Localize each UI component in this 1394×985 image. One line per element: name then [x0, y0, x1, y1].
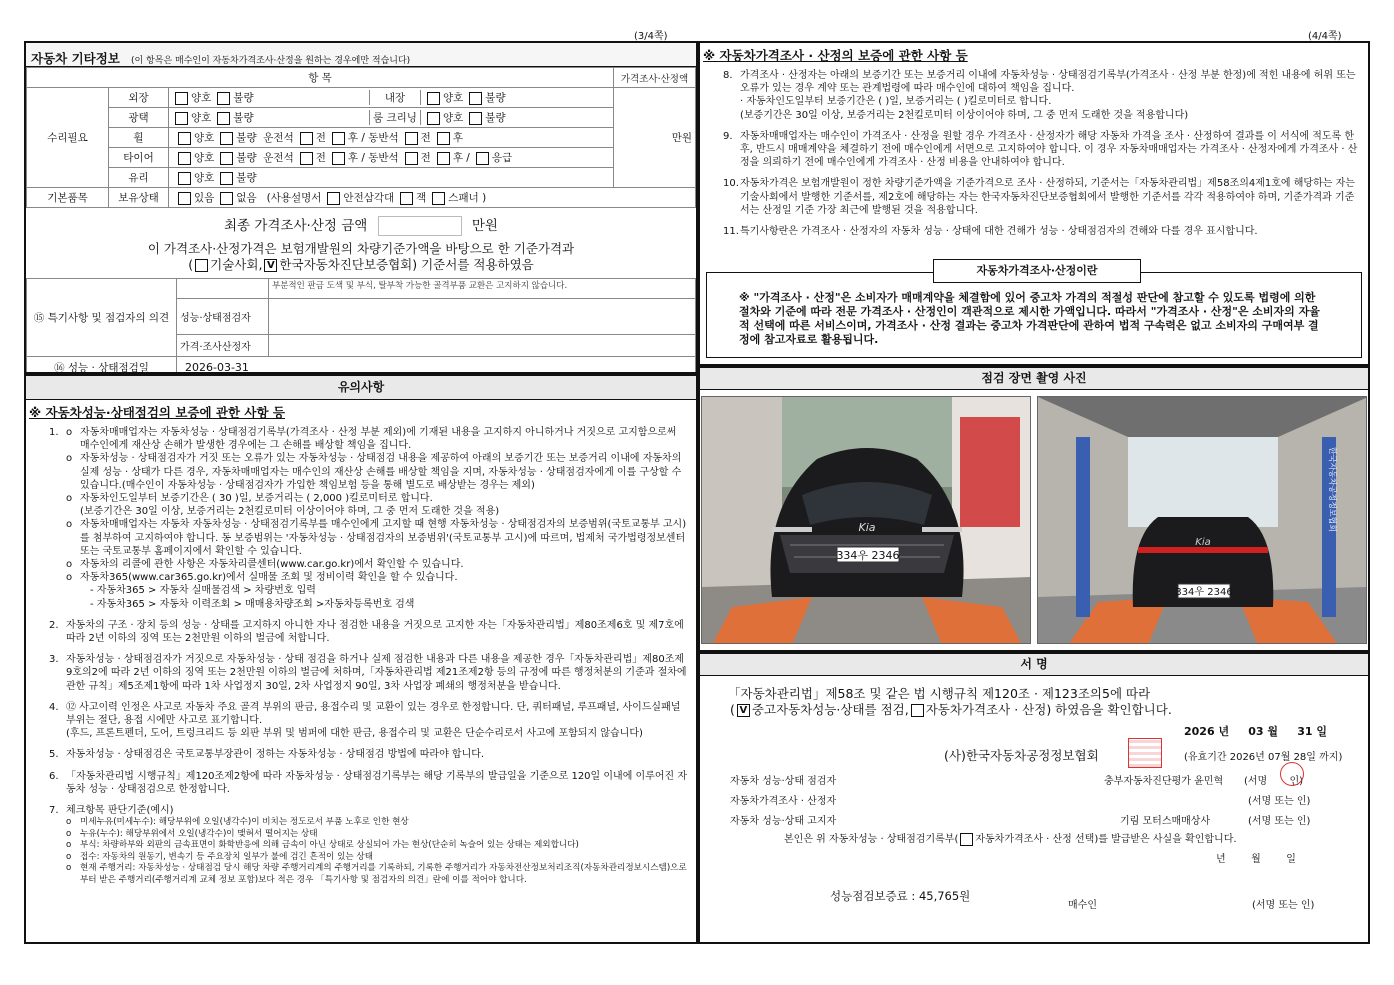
appraiser-opinion-field[interactable] — [269, 335, 696, 357]
inspector-label: 자동차 성능·상태 점검자 — [730, 776, 837, 787]
page-number-left: (3/4쪽) — [634, 31, 668, 42]
date-label: ⑯ 성능 · 상태점검일 — [27, 357, 177, 375]
checkbox[interactable] — [178, 132, 191, 145]
checkbox[interactable] — [469, 92, 482, 105]
basic-group: 기본품목 — [27, 188, 109, 208]
front-photo — [701, 396, 1031, 644]
special-note: 부분적인 판금 도색 및 부식, 탈부착 가능한 골격부품 교환은 고지하지 않습니다. — [269, 279, 696, 299]
checkbox[interactable] — [432, 192, 445, 205]
wheel-label: 휠 — [109, 128, 169, 148]
checkbox[interactable] — [220, 172, 233, 185]
basis-text: 이 가격조사·산정가격은 보험개발원의 차량기준가액을 바탕으로 한 기준가격과 ( 기술사회, V 한국자동차진단보증협회) 기준서를 적용하였음 — [147, 241, 575, 272]
checkbox[interactable] — [476, 152, 489, 165]
checkbox[interactable] — [217, 112, 230, 125]
appraisal-definition-box — [706, 264, 1362, 358]
checkbox[interactable] — [300, 132, 313, 145]
buyer-confirm: 본인은 위 자동차성능 · 상태점검기록부( 자동차가격조사 · 산정 선택)를 발급받은 사실을 확인합니다. — [784, 834, 1237, 845]
glass-label: 유리 — [109, 168, 169, 188]
caution-item-1: 1. o 자동차매매업자는 자동차성능 · 상태점검기록부(가격조사 · 산정 부분 제외)에 기재된 내용을 고지하지 아니하거나 거짓으로 고지함으로써 매수인에게 재산상 손해가 발생한 경우에는 그 손해를 배상할 책임을 집니다. o 자동차성능 · 상태점검자가 거짓 또는 오류가 있는 자동차성능 · 상태점검 내용을 제공하여 아래의 보증기간 또는 보증거리 이내에 자동차의 실제 성능 · 상태가 다른 경우, 자동차매매업자는 매수인의 재산상 손해를 배상할 책임을 지며, 자동차성능 · 상태점검자에게 이를 구상할 수 있습니다.(매수인이 자동차성능 · 상태점검자가 가입한 책임보험 등을 통해 별도로 배상받는 경우는 제외) o 자동차인도일부터 보증기간은 ( 30 )일, 보증거리는 ( 2,000 )킬로미터로 합니다. (보증기간은 30일 이상, 보증거리는 2천킬로미터 이상이어야 하며, 그 중 먼저 도래한 것을 적용) o 자동차매매업자는 자동차 자동차성능 · 상태점검기록부를 매수인에게 고지할 때 현행 자동차성능 · 상태점검자의 보증범위(국토교통부 고시)를 첨부하여 고지하여야 합니다. 동 보증범위는 '자동차성능 · 상태점검자의 보증범위'(국토교통부 고시)에 따르며, 법제처 국가법령정보센터 또는 국토교통부 홈페이지에서 확인할 수 있습니다. o 자동차의 리콜에 관한 사항은 자동차리콜센터(www.car.go.kr)에서 확인할 수 있습니다. o 자동차365(www.car365.go.kr)에서 실매물 조회 및 정비이력 확인을 할 수 있습니다. - 자동차365 > 자동차 실매물검색 > 차량번호 입력 - 자동차365 > 자동차 이력조회 > 매매용차량조회 >자동차등록번호 검색 — [26, 426, 696, 611]
price-guarantee-panel — [698, 41, 1370, 366]
checkbox[interactable] — [178, 172, 191, 185]
caution-item-7: 7. 체크항목 판단기준(예시) o 미세누유(미세누수): 해당부위에 오일(냉각수)이 비치는 정도로서 부품 노후로 인한 현상 o 누유(누수): 해당부위에서 오일(냉각수)이 맺혀서 떨어지는 상태 o 부식: 차량하부와 외판의 금속표면이 화학반응에 의해 금속이 아닌 상태로 상실되어 가는 현상(단순히 녹슬어 있는 상태는 제외합니다) o 접수: 자동차의 원동기, 변속기 등 주요장치 일부가 불에 검긴 흔적이 있는 상태 o 현재 주행거리: 자동차성능 · 상태점검 당시 해당 차량 주행거리계의 주행거리를 기록하되, 기록한 주행거리가 자동차전산정보처리조직(자동차관리정보시스템)으로부터 받은 주행거리(주행거리계 교체 정보 포함)보다 적은 경우 「특기사항 및 점검자의 의견」란에 이를 적어야 합니다. — [26, 804, 696, 886]
inspector-opinion-field[interactable] — [269, 299, 696, 335]
special-label: ⑮ 특기사항 및 점검자의 의견 — [27, 279, 177, 357]
photo-panel — [698, 366, 1370, 652]
checkbox-checked[interactable]: V — [737, 704, 750, 717]
front-badge: Kia — [858, 521, 876, 534]
price-item-10: 10. 자동차가격은 보험개발원이 정한 차량기준가액을 기준가격으로 조사 · 산정하되, 기준서는「자동차관리법」제58조의4제1호에 해당하는 자는 기술사회에서 발행한 기준서를, 제2호에 해당하는 자는 한국자동차진단보증협회에서 발행한 기준서를 각각 적용하여야 하며, 기준가격과 기준서는 산정일 기준 가장 최근에 발행된 것을 적용합니다. — [723, 178, 1355, 216]
exterior-label: 외장 — [109, 88, 169, 108]
inspector-stamp-icon — [1280, 762, 1304, 786]
checkbox[interactable] — [195, 259, 208, 272]
buyer-sign: (서명 또는 인) — [1252, 900, 1315, 911]
signature-title: 서 명 — [700, 654, 1368, 676]
col-price: 가격조사·산정액 — [614, 68, 696, 88]
appraiser-label: 자동차가격조사 · 산정자 — [730, 796, 837, 807]
law-text: 「자동차관리법」제58조 및 같은 법 시행규칙 제120조 · 제123조의5에 따라 — [728, 686, 1151, 701]
issue-date: 2026 년 03 월 31 일 — [1184, 725, 1328, 738]
checkbox[interactable] — [400, 192, 413, 205]
manwon-unit: 만원 — [614, 88, 696, 188]
inspector-opinion-label: 성능·상태점검자 — [177, 299, 269, 335]
repair-group: 수리필요 — [27, 88, 109, 188]
notifier-value: 기림 모터스매매상사 — [1120, 816, 1211, 827]
caution-section-title: ※ 자동차성능·상태점검의 보증에 관한 사항 등 — [29, 405, 286, 420]
tire-label: 타이어 — [109, 148, 169, 168]
checkbox[interactable] — [332, 152, 345, 165]
other-info-title: 자동차 기타정보 — [31, 51, 120, 66]
appraiser-sign: (서명 또는 인) — [1248, 796, 1311, 807]
checkbox[interactable] — [427, 112, 440, 125]
final-amount-label: 최종 가격조사·산정 금액 — [224, 218, 368, 234]
checkbox[interactable] — [437, 132, 450, 145]
caution-item-4: 4. ⑫ 사고이력 인정은 사고로 자동차 주요 골격 부위의 판금, 용접수리 및 교환이 있는 경우로 한정합니다. 단, 쿼터패널, 루프패널, 사이드실패널 부위는 절단, 용접 시에만 사고로 표기합니다. (후드, 프론트펜더, 도어, 트렁크리드 등 외판 부위 및 범퍼에 대한 판금, 용접수리 및 교환은 단순수리로서 사고에 포함되지 않습니다) — [49, 701, 681, 740]
checkbox[interactable] — [300, 152, 313, 165]
checkbox[interactable] — [178, 192, 191, 205]
interior-label: 내장 — [369, 90, 421, 105]
appraisal-box-text: ※ "가격조사 · 산정"은 소비자가 매매계약을 체결함에 있어 중고차 가격의 적절성 판단에 참고할 수 있도록 법령에 의한 절차와 기준에 따라 전문 가격조사 · 산정인이 객관적으로 제시한 가액입니다. 따라서 "가격조사 · 산정"은 소비자의 자율적 선택에 따른 서비스이며, 가격조사 · 산정 결과는 중고차 가격판단에 관하여 법적 구속력은 없고 소비자의 구매여부 결정에 참고자료로 활용됩니다. — [739, 291, 1320, 346]
repair-table: 항 목 가격조사·산정액 수리필요 외장 양호 불량 내장 양호 불량 만원 광택 양호 불량 룸 크리닝 양호 불량 휠 양호 불량 운전석 전 후 / 동반석 전 후 타이어 양호 불량 운전석 전 후 / 동반석 전 후 / 응급 유리 양호 불량 기본품목 보유상태 있음 없음 (사용설명서 안전삼각대 잭 스패너 ) — [26, 67, 696, 208]
checkbox[interactable] — [220, 132, 233, 145]
checkbox[interactable] — [427, 92, 440, 105]
valid-period: (유효기간 2026년 07월 28일 까지) — [1184, 752, 1343, 763]
inspector-sign: (서명 인) — [1244, 776, 1304, 787]
guarantee-fee: 성능점검보증료 : 45,765원 — [830, 889, 971, 903]
date-value: 2026-03-31 — [177, 357, 696, 375]
gloss-label: 광택 — [109, 108, 169, 128]
room-clean-label: 룸 크리닝 — [369, 110, 421, 125]
checkbox[interactable] — [175, 112, 188, 125]
possession-label: 보유상태 — [109, 188, 169, 208]
inspector-value: 충부자동차진단평가 윤민혁 — [1104, 776, 1224, 787]
checkbox[interactable] — [220, 192, 233, 205]
notifier-sign: (서명 또는 인) — [1248, 816, 1311, 827]
photo-title: 점검 장면 촬영 사진 — [700, 368, 1368, 390]
checkbox[interactable] — [911, 704, 924, 717]
rear-badge: Kia — [1195, 537, 1211, 548]
org-name: (사)한국자동차공정정보협회 — [944, 748, 1099, 763]
checkbox[interactable] — [405, 152, 418, 165]
front-plate: 334우 2346 — [836, 549, 900, 562]
checkbox[interactable] — [405, 132, 418, 145]
signature-panel — [698, 652, 1370, 944]
checkbox[interactable] — [175, 92, 188, 105]
buyer-date: 년 월 일 — [1216, 854, 1296, 865]
notifier-label: 자동차 성능·상태 고지자 — [730, 816, 837, 827]
other-info-note: (이 항목은 매수인이 자동차가격조사·산정을 원하는 경우에만 적습니다) — [130, 56, 411, 66]
pillar-text: 한국자동차공정정보협회 — [1328, 447, 1337, 533]
buyer-label: 매수인 — [1068, 900, 1097, 911]
price-item-8: 8. 가격조사 · 산정자는 아래의 보증기간 또는 보증거리 이내에 자동차성능 · 상태점검기록부(가격조사 · 산정 부분 한정)에 적힌 내용에 허위 또는 오류가 있는 경우 계약 또는 관계법령에 따라 매수인에 대하여 책임을 집니다. · 자동차인도일부터 보증기간은 ( )일, 보증거리는 ( )킬로미터로 합니다. (보증기간은 30일 이상, 보증거리는 2천킬로미터 이상이어야 하며, 그 중 먼저 도래한 것을 적용합니다) — [723, 70, 1356, 121]
checkbox[interactable] — [437, 152, 450, 165]
org-seal-icon — [1128, 738, 1162, 768]
price-item-11: 11. 특기사항란은 가격조사 · 산정자의 자동차 성능 · 상태에 대한 견해가 성능 · 상태점검자의 견해와 다를 경우 표시합니다. — [723, 226, 1258, 238]
final-amount-row: 최종 가격조사·산정 금액 만원 — [224, 218, 498, 234]
checkbox[interactable] — [178, 152, 191, 165]
confirm-text: ( V 중고자동차성능·상태를 점검, 자동차가격조사 · 산정) 하였음을 확인합니다. — [730, 702, 1172, 717]
caution-title: 유의사항 — [26, 376, 696, 400]
final-amount-input[interactable] — [378, 216, 462, 236]
checkbox[interactable] — [469, 112, 482, 125]
special-table — [26, 278, 696, 374]
rear-photo — [1037, 396, 1367, 644]
caution-panel — [24, 374, 698, 944]
caution-item-6: 6. 「자동차관리법 시행규칙」제120조제2항에 따라 자동차성능 · 상태점검기록부는 해당 기록부의 발급일을 기준으로 120일 이내에 이루어진 자동차 성능 · 상태점검으로 한정합니다. — [49, 770, 688, 795]
appraiser-opinion-label: 가격·조사산정자 — [177, 335, 269, 357]
price-item-9: 9. 자동차매매업자는 매수인이 가격조사 · 산정을 원할 경우 가격조사 · 산정자가 해당 자동차 가격을 조사 · 산정하여 결과를 이 서식에 적도록 한 후, 반드시 매매계약을 체결하기 전에 매수인에게 서면으로 고지하여야 합니다. 이 경우 자동차매매업자는 가격조사 · 산정자에게 가격조사 · 산정을 의뢰하기 전에 매수인에게 가격조사 · 산정 비용을 안내하여야 합니다. — [723, 130, 1358, 169]
caution-item-3: 3. 자동차성능 · 상태점검자가 거짓으로 자동차성능 · 상태 점검을 하거나 실제 점검한 내용과 다른 내용을 제공한 경우「자동차관리법」제80조제9호의2에 따라 2년 이하의 징역 또는 2천만원 이하의 벌금에 처하며,「자동차관리법 제21조제2항 등의 규정에 따른 행정처분의 기준과 절차에 관한 규칙」제5조제1항에 따라 1차 사업정지 30일, 2차 사업정지 90일, 3차 사업장 폐쇄의 행정처분을 받습니다. — [49, 654, 687, 692]
caution-item-5: 5. 자동차성능 · 상태점검은 국토교통부장관이 정하는 자동차성능 · 상태점검 방법에 따라야 합니다. — [49, 749, 485, 761]
checkbox[interactable] — [327, 192, 340, 205]
checkbox[interactable] — [220, 152, 233, 165]
page-number-right: (4/4쪽) — [1308, 31, 1342, 42]
checkbox-checked[interactable]: V — [264, 259, 277, 272]
checkbox[interactable] — [217, 92, 230, 105]
appraisal-box-title: 자동차가격조사·산정이란 — [933, 259, 1141, 283]
col-item: 항 목 — [27, 68, 614, 88]
other-info-panel — [24, 41, 698, 374]
price-section-title: ※ 자동차가격조사 · 산정의 보증에 관한 사항 등 — [703, 48, 968, 63]
caution-item-2: 2. 자동차의 구조 · 장치 등의 성능 · 상태를 고지하지 아니한 자나 점검한 내용을 거짓으로 고지한 자는「자동차관리법」제80조제6호 및 제7호에 따라 2년 이하의 징역 또는 2천만원 이하의 벌금에 처합니다. — [49, 619, 684, 645]
rear-plate: 334우 2346 — [1175, 587, 1233, 598]
checkbox[interactable] — [960, 833, 973, 846]
checkbox[interactable] — [332, 132, 345, 145]
